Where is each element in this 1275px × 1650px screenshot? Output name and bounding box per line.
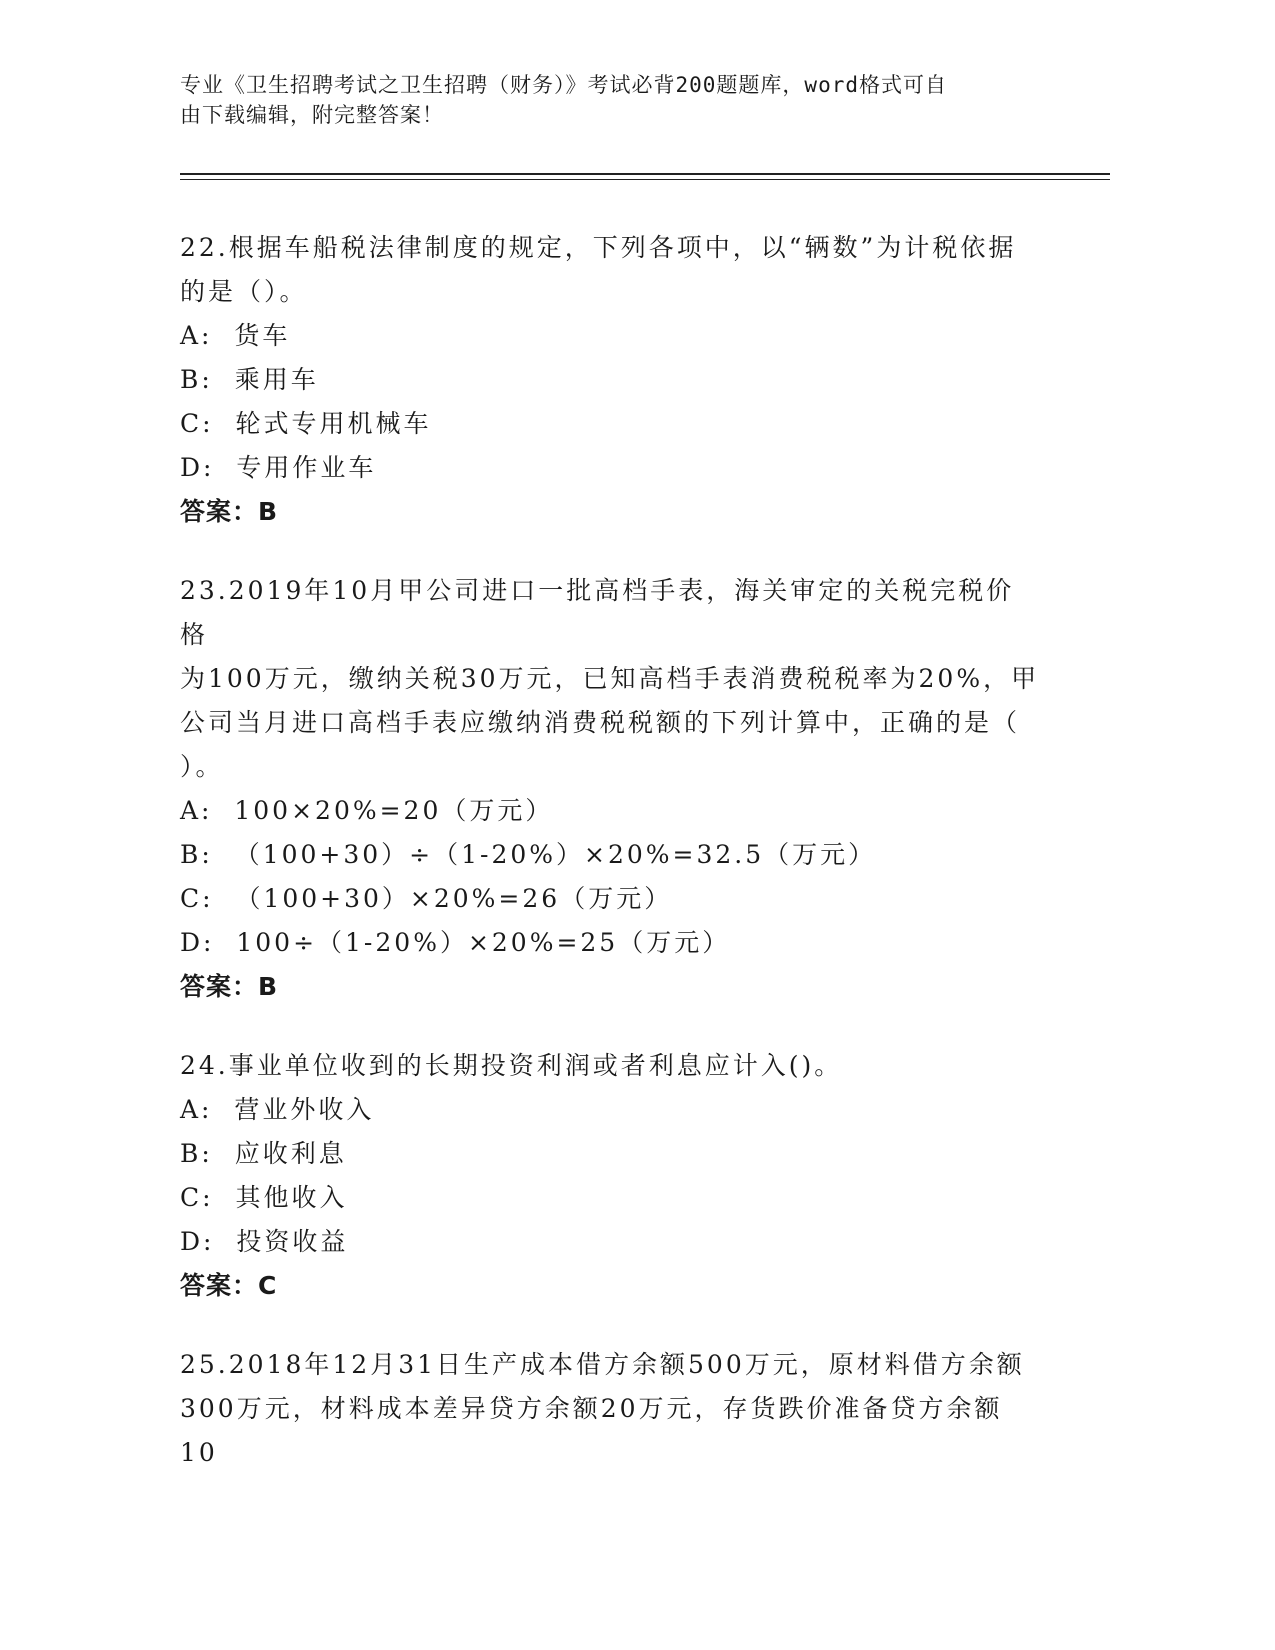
option-c: C: （100+30）×20%=26（万元） [180, 884, 673, 913]
answer-label: 答案：C [180, 1271, 278, 1300]
header-divider-thin [180, 179, 1110, 180]
option-a: A: 100×20%=20（万元） [180, 796, 554, 825]
answer-label: 答案：B [180, 497, 279, 526]
option-b: B: 应收利息 [180, 1139, 347, 1168]
option-d: D: 100÷（1-20%）×20%=25（万元） [180, 928, 731, 957]
question-list [180, 226, 1040, 1510]
question-stem: 24.事业单位收到的长期投资利润或者利息应计入()。 [180, 1051, 843, 1080]
question-23 [180, 569, 1040, 1009]
question-24 [180, 1044, 1040, 1308]
header-divider-thick [180, 173, 1110, 175]
option-c: C: 轮式专用机械车 [180, 409, 432, 438]
question-stem: ）。 [180, 752, 224, 781]
option-c: C: 其他收入 [180, 1183, 348, 1212]
option-b: B: 乘用车 [180, 365, 319, 394]
document-header [180, 70, 1040, 130]
question-25 [180, 1343, 1040, 1475]
option-d: D: 专用作业车 [180, 453, 377, 482]
option-d: D: 投资收益 [180, 1227, 349, 1256]
question-stem: 公司当月进口高档手表应缴纳消费税税额的下列计算中，正确的是（ [180, 708, 1021, 737]
question-stem: 为100万元，缴纳关税30万元，已知高档手表消费税税率为20%，甲 [180, 664, 1040, 693]
header-line-2: 由下载编辑，附完整答案！ [180, 103, 444, 127]
question-stem: 25.2018年12月31日生产成本借方余额500万元，原材料借方余额 [180, 1350, 1025, 1379]
question-stem: 的是（）。 [180, 277, 308, 306]
question-stem: 22.根据车船税法律制度的规定，下列各项中，以“辆数”为计税依据 [180, 233, 1017, 262]
header-line-1: 专业《卫生招聘考试之卫生招聘（财务）》考试必背200题题库，word格式可自 [180, 73, 947, 97]
question-stem: 23.2019年10月甲公司进口一批高档手表，海关审定的关税完税价格 [180, 576, 1015, 649]
option-b: B: （100+30）÷（1-20%）×20%=32.5（万元） [180, 840, 877, 869]
question-stem: 300万元，材料成本差异贷方余额20万元，存货跌价准备贷方余额10 [180, 1394, 1003, 1467]
answer-label: 答案：B [180, 972, 279, 1001]
option-a: A: 货车 [180, 321, 291, 350]
option-a: A: 营业外收入 [180, 1095, 375, 1124]
question-22 [180, 226, 1040, 534]
